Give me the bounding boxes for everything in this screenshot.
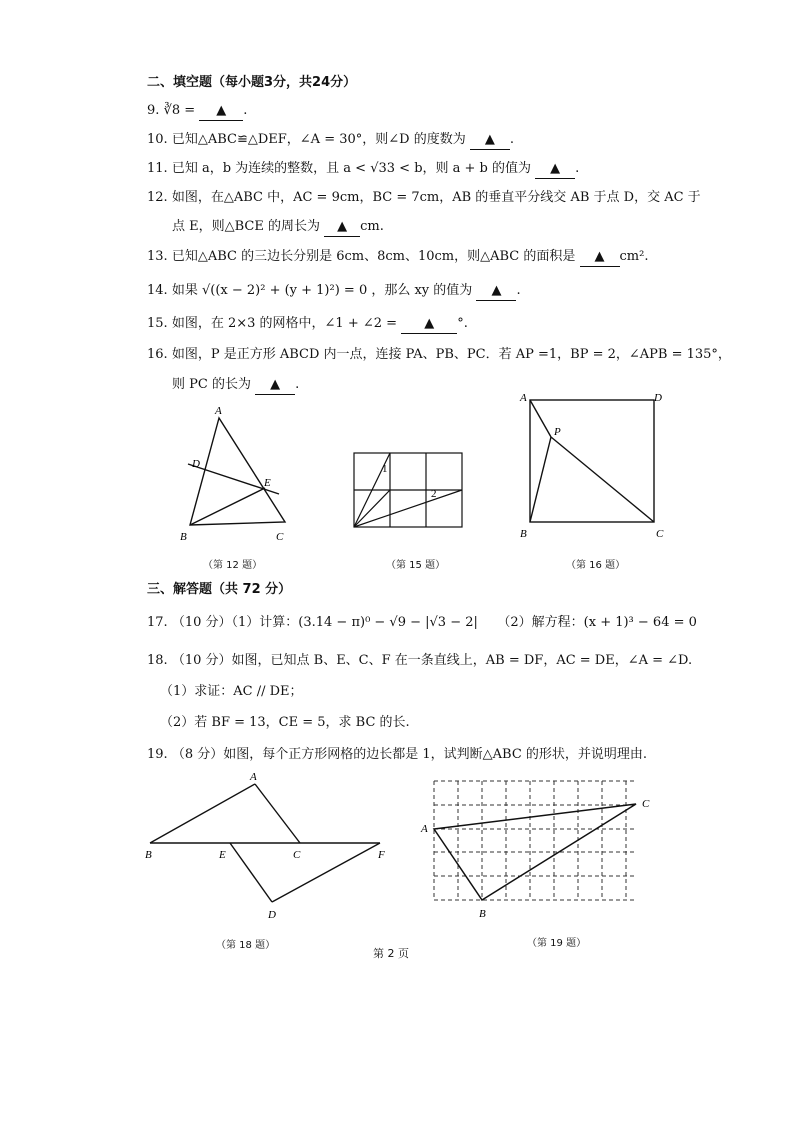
question-number: 12. [147, 190, 168, 205]
point-label-p: P [554, 426, 561, 438]
point-label-a: A [215, 405, 222, 417]
point-label-c: C [642, 798, 650, 810]
question-text-end: cm. [360, 219, 384, 234]
point-label-b: B [479, 908, 486, 920]
question-12-line2 [172, 218, 384, 237]
point-label-d: D [192, 458, 200, 470]
answer-blank: ▲ [324, 218, 360, 237]
segment-df [272, 843, 380, 902]
question-11 [147, 160, 579, 179]
question-14 [147, 282, 521, 301]
question-17 [147, 614, 697, 632]
segment-ab [150, 784, 255, 843]
section-title-fill-in: 二、填空题（每小题3分，共24分） [147, 75, 357, 90]
point-label-b: B [180, 531, 187, 543]
point-label-c: C [293, 849, 301, 861]
question-number: 14. [147, 283, 168, 298]
question-text-end: . [516, 283, 521, 298]
question-16 [147, 346, 731, 364]
grid-outline [354, 453, 462, 527]
question-13 [147, 248, 648, 267]
answer-blank: ▲ [199, 102, 243, 121]
question-text: 如图，在 2×3 的网格中，∠1 + ∠2 = [171, 316, 398, 331]
question-text: 如图，在△ABC 中，AC = 9cm，BC = 7cm，AB 的垂直平分线交 AB 于点 D，交 AC 于 [171, 190, 701, 205]
question-number: 18. [147, 653, 168, 668]
point-label-d: D [654, 392, 662, 404]
angle-label-2: 2 [431, 488, 437, 500]
answer-blank: ▲ [401, 315, 457, 334]
answer-blank: ▲ [476, 282, 516, 301]
question-number: 10. [147, 132, 168, 147]
segment-angle1-b [354, 490, 390, 527]
point-label-f: F [378, 849, 385, 861]
perpendicular-bisector [188, 464, 279, 494]
question-text-end: °. [457, 316, 468, 331]
answer-blank: ▲ [535, 160, 575, 179]
question-text-end: . [575, 161, 580, 176]
segment-ac [255, 784, 300, 843]
question-text: 点 E，则△BCE 的周长为 [172, 219, 320, 234]
question-text: 已知 a，b 为连续的整数，且 a < √33 < b，则 a + b 的值为 [171, 161, 532, 176]
dashed-grid [434, 781, 636, 900]
segment-angle2 [354, 490, 462, 527]
figure-caption: （第 15 题） [386, 560, 446, 571]
figure-caption: （第 18 题） [216, 940, 276, 951]
square-abcd [530, 400, 654, 522]
question-text: （8 分）如图，每个正方形网格的边长都是 1，试判断△ABC 的形状，并说明理由. [171, 747, 648, 762]
question-text-end: . [243, 103, 248, 118]
angle-label-1: 1 [382, 463, 388, 475]
question-text: 已知△ABC≌△DEF，∠A = 30°，则∠D 的度数为 [171, 132, 466, 147]
question-text: （10 分）（1）计算：(3.14 − π)⁰ − √9 − |√3 − 2| （2）解方程：(x + 1)³ − 64 = 0 [171, 615, 697, 630]
figure-caption: （第 16 题） [566, 560, 626, 571]
question-12 [147, 189, 701, 207]
question-15 [147, 315, 468, 334]
answer-blank: ▲ [255, 376, 295, 395]
segment-pa [530, 400, 551, 437]
point-label-c: C [656, 528, 664, 540]
point-label-a: A [250, 771, 257, 783]
question-19 [147, 746, 647, 764]
question-18-part1: （1）求证：AC // DE； [160, 684, 303, 699]
question-number: 11. [147, 161, 168, 176]
triangle-abc [190, 418, 285, 525]
answer-blank: ▲ [580, 248, 620, 267]
question-number: 13. [147, 249, 168, 264]
question-16-line2 [172, 376, 299, 395]
question-18 [147, 652, 692, 670]
question-number: 9. [147, 103, 160, 118]
point-label-e: E [219, 849, 226, 861]
answer-blank: ▲ [470, 131, 510, 150]
segment-be [190, 488, 265, 525]
figure-caption: （第 19 题） [527, 938, 587, 949]
question-number: 19. [147, 747, 168, 762]
figure-caption: （第 12 题） [203, 560, 263, 571]
point-label-b: B [520, 528, 527, 540]
page-number: 第 2 页 [373, 947, 409, 960]
point-label-e: E [264, 477, 271, 489]
question-text-end: cm². [619, 249, 649, 264]
question-text-end: . [509, 132, 514, 147]
point-label-b: B [145, 849, 152, 861]
question-number: 15. [147, 316, 168, 331]
question-18-part2: （2）若 BF = 13，CE = 5，求 BC 的长. [160, 715, 410, 730]
triangle-abc [434, 804, 636, 900]
question-text: 如图，P 是正方形 ABCD 内一点，连接 PA、PB、PC．若 AP =1，BP = 2，∠APB = 135°， [171, 347, 731, 362]
question-number: 17. [147, 615, 168, 630]
question-9 [147, 102, 247, 121]
question-10 [147, 131, 514, 150]
section-title-answer: 三、解答题（共 72 分） [147, 582, 292, 597]
point-label-d: D [268, 909, 276, 921]
segment-angle1-a [354, 453, 390, 527]
point-label-c: C [276, 531, 284, 543]
segment-pc [551, 437, 654, 522]
segment-pb [530, 437, 551, 522]
question-text: ∛8 = [163, 103, 196, 118]
question-text: 如果 √((x − 2)² + (y + 1)²) = 0 ，那么 xy 的值为 [171, 283, 473, 298]
question-text: 则 PC 的长为 [172, 377, 251, 392]
question-number: 16. [147, 347, 168, 362]
segment-de [230, 843, 272, 902]
point-label-a: A [520, 392, 527, 404]
question-text: 已知△ABC 的三边长分别是 6cm、8cm、10cm，则△ABC 的面积是 [171, 249, 576, 264]
question-text-end: . [295, 377, 300, 392]
point-label-a: A [421, 823, 428, 835]
question-text: （10 分）如图，已知点 B、E、C、F 在一条直线上，AB = DF，AC = DE，∠A = ∠D. [171, 653, 693, 668]
